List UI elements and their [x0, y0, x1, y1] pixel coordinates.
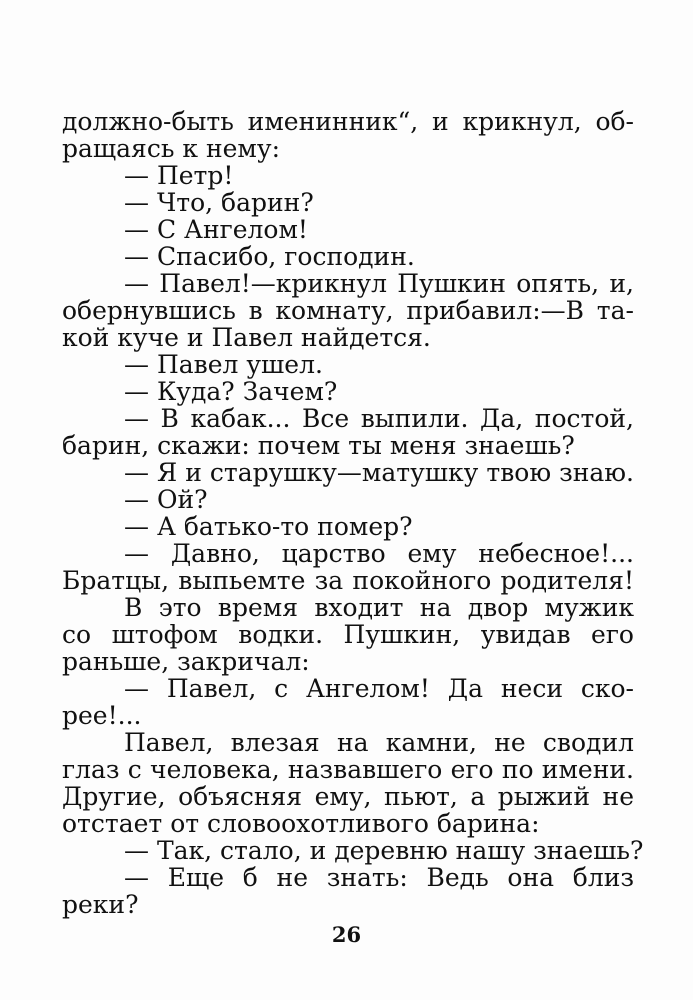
dialogue-line: — С Ангелом! — [124, 215, 308, 244]
page-number: 26 — [331, 922, 362, 947]
text-line: Другие, объясняя ему, пьют, а рыжий не — [62, 782, 634, 811]
dialogue-line: — Павел ушел. — [124, 350, 323, 379]
text-line: кой куче и Павел найдется. — [62, 323, 431, 352]
dialogue-line: — Куда? Зачем? — [124, 377, 338, 406]
dialogue-line: — Что, барин? — [124, 188, 314, 217]
dialogue-line: — Павел!—крикнул Пушкин опять, и, — [124, 269, 634, 298]
paragraph-start-line: Павел, влезая на камни, не сводил — [124, 728, 634, 757]
paragraph-start-line: В это время входит на двор мужик — [124, 593, 634, 622]
text-line: барин, скажи: почем ты меня знаешь? — [62, 431, 575, 460]
dialogue-line: — Спасибо, господин. — [124, 242, 415, 271]
dialogue-line: — Еще б не знать: Ведь она близ — [124, 863, 634, 892]
text-line: отстает от словоохотливого барина: — [62, 809, 540, 838]
text-line: ращаясь к нему: — [62, 134, 280, 163]
text-line: обернувшись в комнату, прибавил:—В та- — [62, 296, 634, 325]
dialogue-line: — Павел, с Ангелом! Да неси ско- — [124, 674, 634, 703]
text-line: Братцы, выпьемте за покойного родителя! — [62, 566, 634, 595]
dialogue-line: — Так, стало, и деревню нашу знаешь? — [124, 836, 644, 865]
text-line: реки? — [62, 890, 139, 919]
dialogue-line: — Давно, царство ему небесное!... — [124, 539, 634, 568]
dialogue-line: — Петр! — [124, 161, 234, 190]
dialogue-line: — Ой? — [124, 485, 208, 514]
dialogue-line: — Я и старушку—матушку твою знаю. — [124, 458, 634, 487]
page-text — [62, 107, 644, 919]
dialogue-line: — А батько-то помер? — [124, 512, 413, 541]
text-line: раньше, закричал: — [62, 647, 310, 676]
text-line: должно-быть именинник“, и крикнул, об- — [62, 107, 634, 136]
text-line: глаз с человека, назвавшего его по имени. — [62, 755, 634, 784]
dialogue-line: — В кабак... Все выпили. Да, постой, — [124, 404, 634, 433]
text-line: со штофом водки. Пушкин, увидав его — [62, 620, 634, 649]
text-line: рее!... — [62, 701, 142, 730]
